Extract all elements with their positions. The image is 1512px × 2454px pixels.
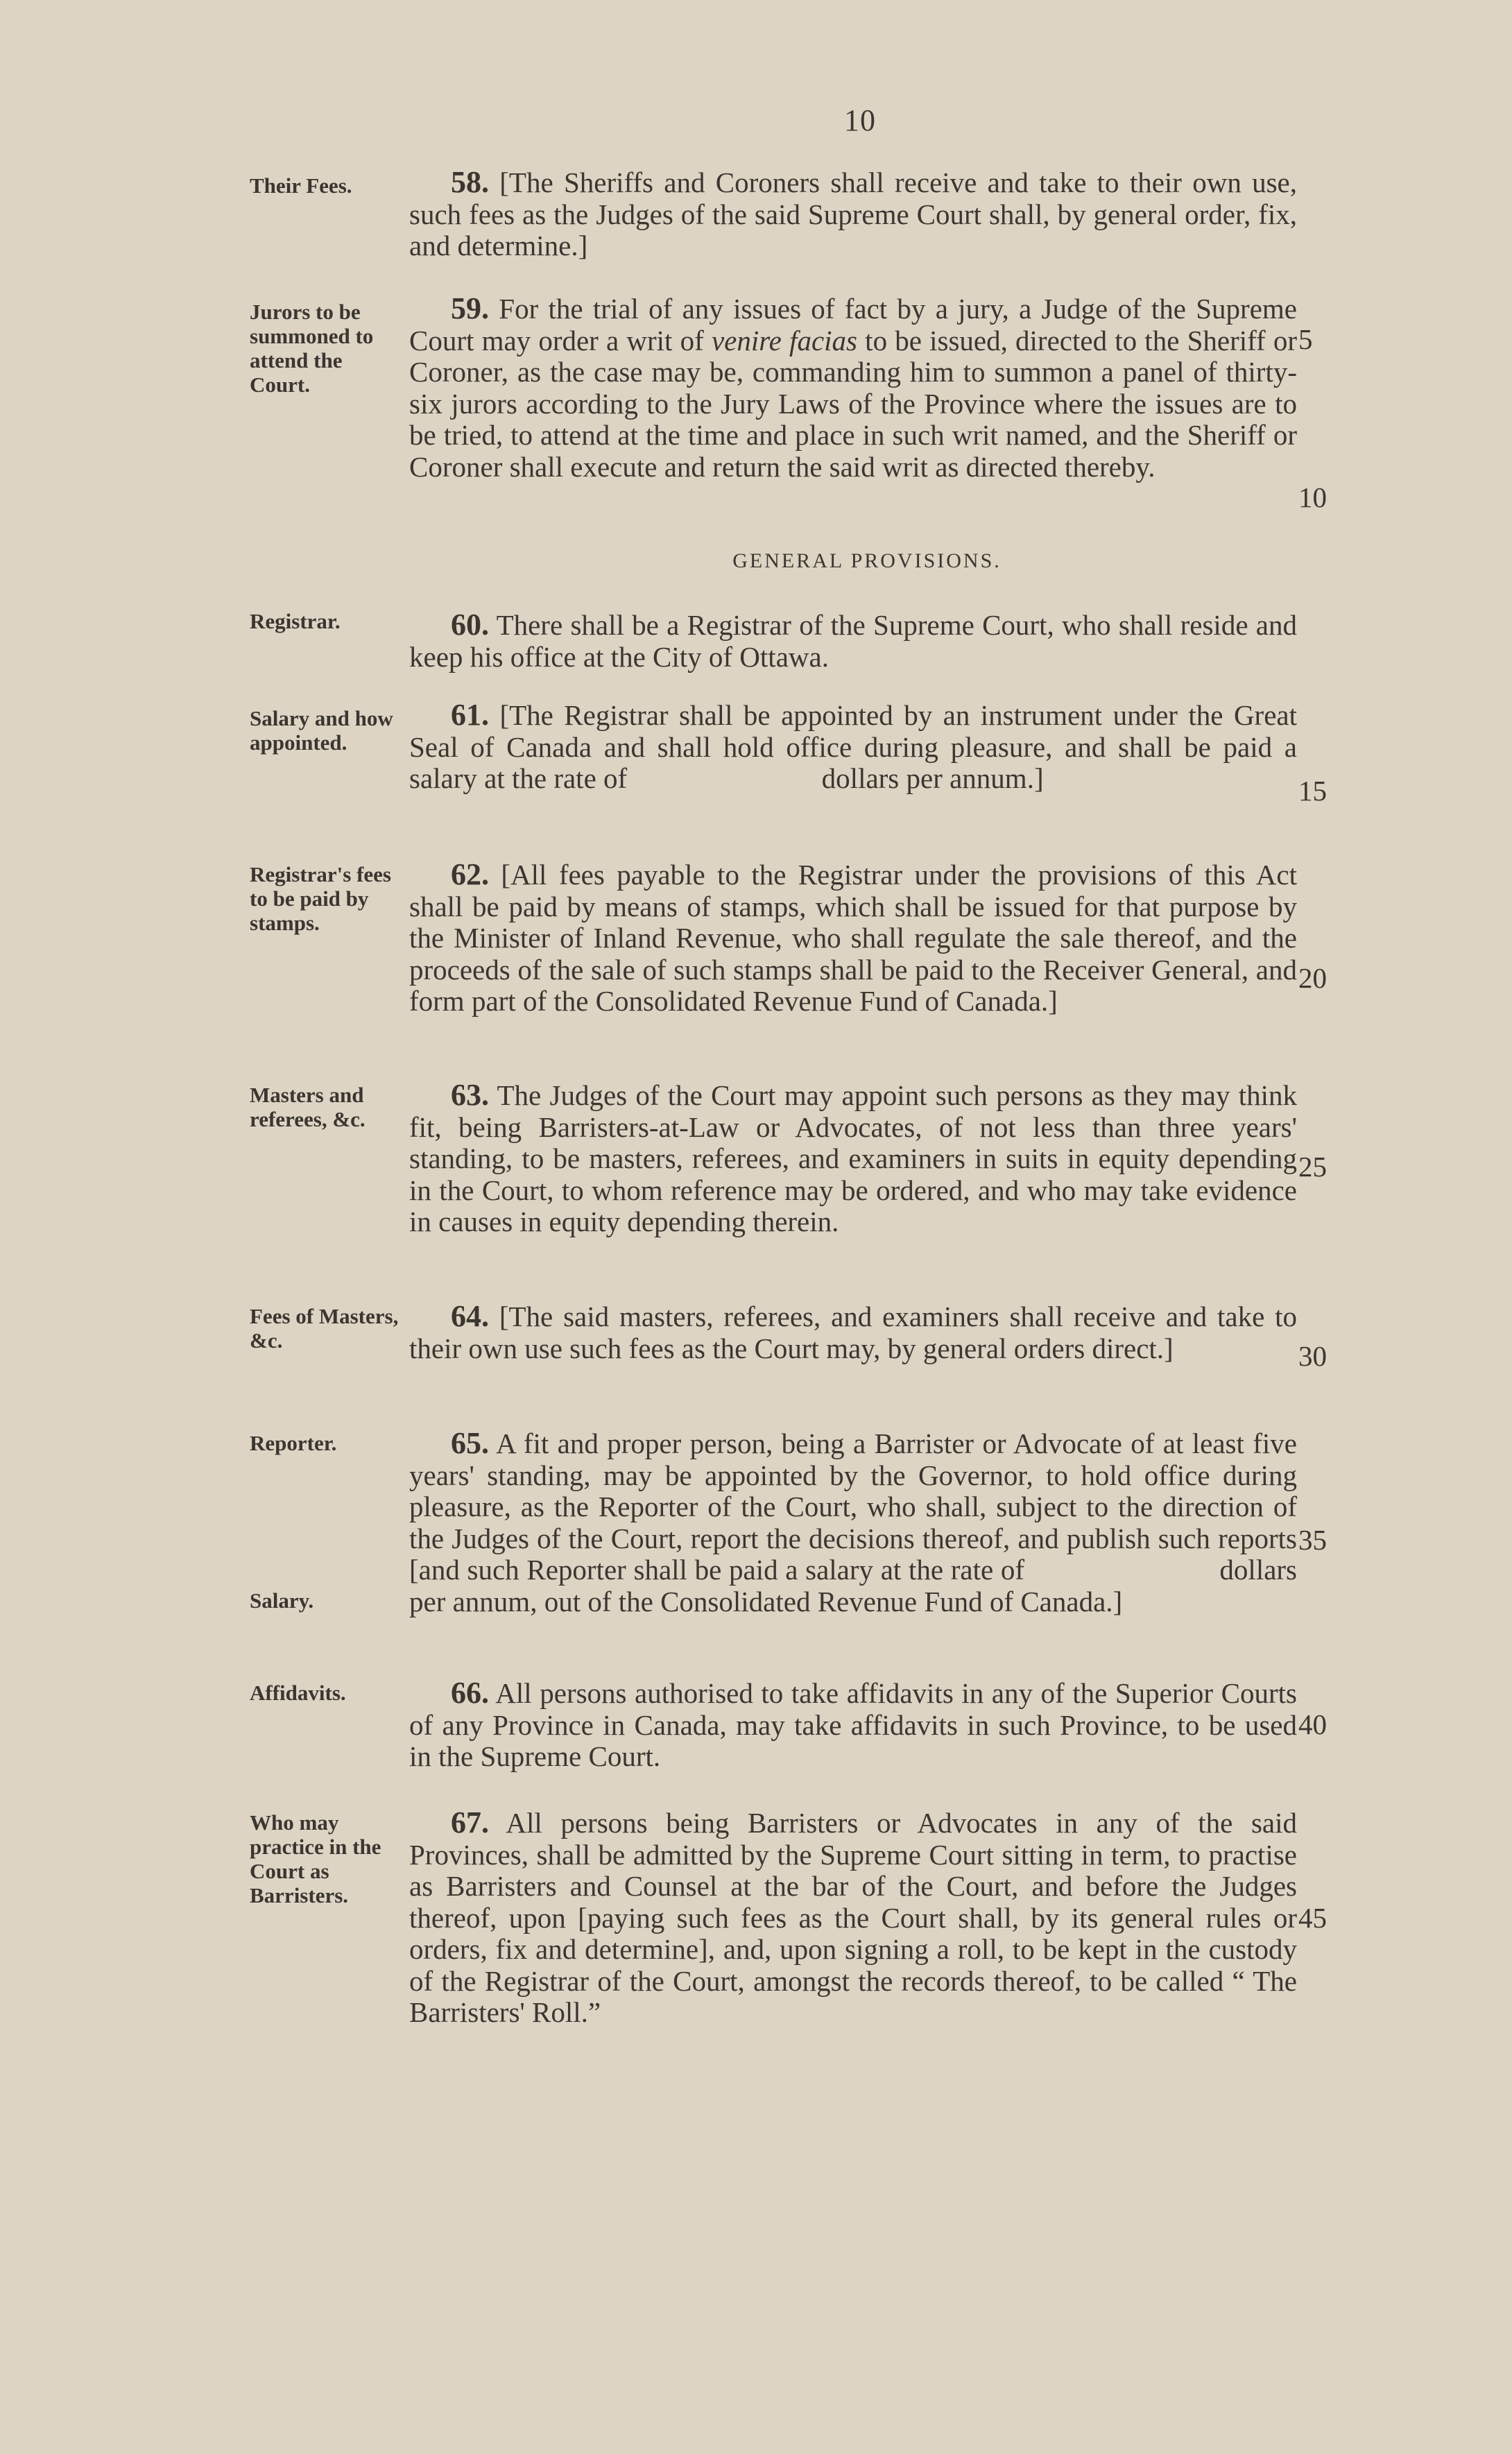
margin-note: Their Fees. <box>250 173 352 198</box>
line-number: 40 <box>1298 1708 1327 1740</box>
section-number: 67. <box>451 1805 489 1839</box>
line-number: 5 <box>1298 323 1313 355</box>
section-heading: GENERAL PROVISIONS. <box>732 549 1002 572</box>
line-number: 15 <box>1298 775 1327 807</box>
margin-note: Registrar's fees to be paid by stamps. <box>250 862 391 935</box>
section-number: 64. <box>451 1299 489 1333</box>
section-number: 58. <box>451 165 489 199</box>
section-number: 59. <box>451 291 489 325</box>
page-number: 10 <box>844 103 876 137</box>
section-text: 61. [The Registrar shall be appointed by an instrument under the Great Seal of Canada and shall hold office during pleasure, and shall be paid a salary at the rate of dollars per annum.] <box>409 698 1297 794</box>
section-text: 60. There shall be a Registrar of the Supreme Court, who shall reside and keep his office at the City of Ottawa. <box>409 608 1297 673</box>
section-number: 66. <box>451 1676 489 1710</box>
margin-note: Salary and how appointed. <box>250 706 393 755</box>
margin-note: Who may practice in the Court as Barristers. <box>250 1810 381 1907</box>
line-number: 45 <box>1298 1902 1327 1934</box>
margin-note: Reporter. <box>250 1431 337 1455</box>
section-number: 62. <box>451 857 489 891</box>
margin-note: Affidavits. <box>250 1681 346 1705</box>
line-number: 10 <box>1298 481 1327 513</box>
section-text: 62. [All fees payable to the Registrar under the provisions of this Act shall be paid by means of stamps, which shall be issued for that purpose by the Minister of Inland Revenue, who shall regulate the sale thereof, and the proceeds of the sale of such stamps shall be paid to the Receiver General, and form part of the Consolidated Revenue Fund of Canada.] <box>409 857 1298 1017</box>
section-number: 63. <box>451 1078 489 1112</box>
line-number: 25 <box>1298 1151 1327 1183</box>
section-text: 66. All persons authorised to take affidavits in any of the Superior Courts of any Province in Canada, may take affidavits in such Province, to be used in the Supreme Court. <box>409 1676 1297 1772</box>
section-text: 64. [The said masters, referees, and examiners shall receive and take to their own use such fees as the Court may, by general orders direct.] <box>409 1299 1297 1364</box>
section-text: 63. The Judges of the Court may appoint such persons as they may think fit, being Barristers-at-Law or Advocates, of not less than three years' standing, to be masters, referees, and examiners in suits in equity depending in the Court, to whom reference may be ordered, and who may take evidence in causes in equity depending therein. <box>409 1078 1297 1237</box>
section-text: 67. All persons being Barristers or Advocates in any of the said Provinces, shall be admitted by the Supreme Court sitting in term, to practise as Barristers and Counsel at the bar of the Court, and before the Judges thereof, upon [paying such fees as the Court shall, by its general rules or orders, fix and determine], and, upon signing a roll, to be kept in the custody of the Registrar of the Court, amongst the records thereof, to be called “ The Barristers' Roll.” <box>409 1805 1297 2028</box>
section-text: 58. [The Sheriffs and Coroners shall receive and take to their own use, such fees as the Judges of the said Supreme Court shall, by general order, fix, and determine.] <box>409 165 1298 261</box>
section-number: 61. <box>451 698 489 732</box>
section-text: 65. A fit and proper person, being a Barrister or Advocate of at least five years' standing, may be appointed by the Governor, to hold office during pleasure, as the Reporter of the Court, who shall, subject to the direction of the Judges of the Court, report the decisions thereof, and publish such reports [and such Reporter shall be paid a salary at the rate of dollars per annum, out of the Consolidated Revenue Fund of Canada.] <box>409 1426 1298 1618</box>
section-number: 65. <box>451 1426 489 1460</box>
margin-note: Jurors to be summoned to attend the Court. <box>250 300 374 397</box>
margin-note: Registrar. <box>250 609 341 633</box>
margin-note: Fees of Masters, &c. <box>250 1304 399 1353</box>
section-text: 59. For the trial of any issues of fact by a jury, a Judge of the Supreme Court may order a writ of venire facias to be issued, directed to the Sheriff or Coroner, as the case may be, commanding him to summon a panel of thirty-six jurors according to the Jury Laws of the Province where the issues are to be tried, to attend at the time and place in such writ named, and the Sheriff or Coroner shall execute and return the said writ as directed thereby. <box>409 291 1298 483</box>
margin-note: Masters and referees, &c. <box>250 1083 366 1131</box>
line-number: 30 <box>1298 1340 1327 1372</box>
latin-term: venire facias <box>711 324 857 357</box>
line-number: 20 <box>1298 962 1327 994</box>
margin-note-salary: Salary. <box>250 1588 314 1613</box>
section-number: 60. <box>451 608 489 642</box>
line-number: 35 <box>1298 1524 1327 1556</box>
